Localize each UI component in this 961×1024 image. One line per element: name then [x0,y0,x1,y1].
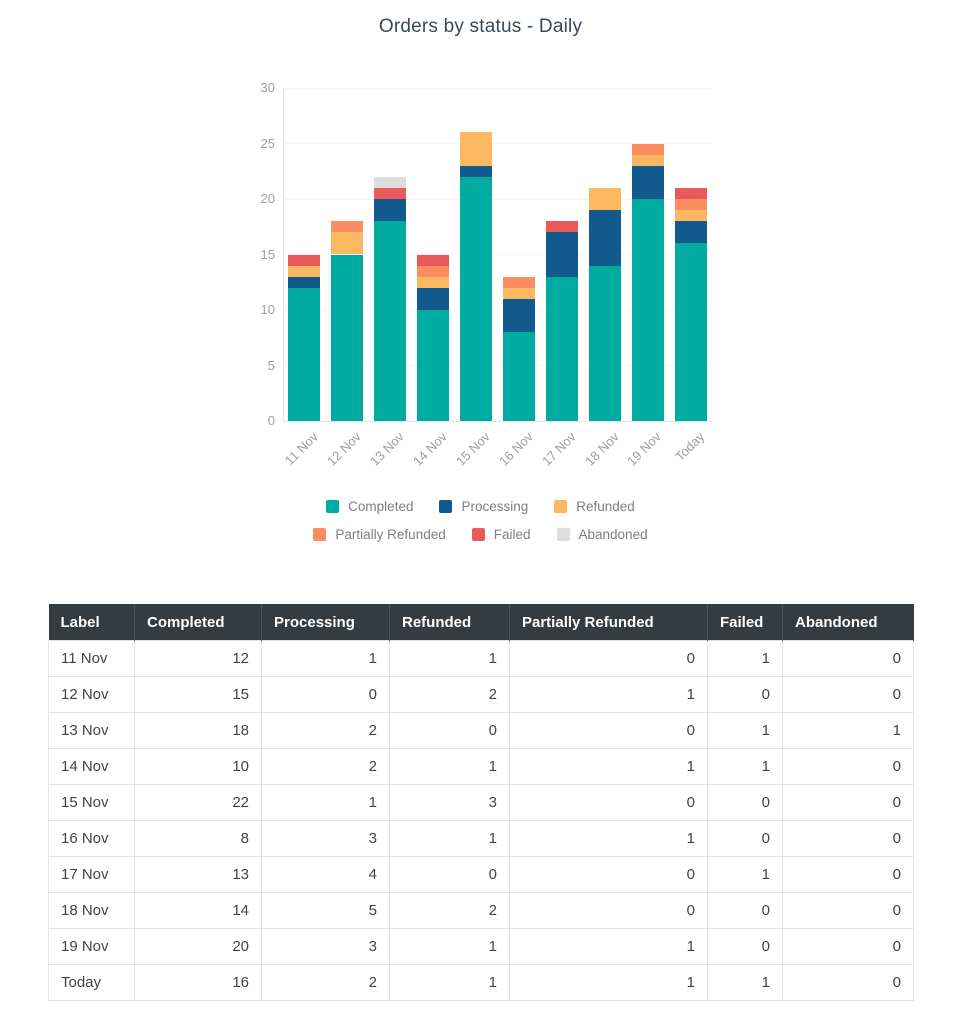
x-axis-tick-label: 14 Nov [410,429,450,469]
legend-label: Partially Refunded [335,527,446,542]
bar-segment-completed [374,221,406,421]
chart-title: Orders by status - Daily [378,16,583,37]
table-row [49,821,914,857]
table-cell: 3 [262,929,390,965]
table-cell: 5 [262,893,390,929]
bar-segment-processing [589,210,621,266]
legend-item-abandoned[interactable] [557,527,648,542]
row-label-cell: 13 Nov [49,713,135,749]
table-row [49,893,914,929]
bar-segment-refunded [417,277,449,288]
table-header-cell-failed: Failed [708,604,783,641]
legend-label: Failed [493,527,531,542]
table-cell: 1 [262,641,390,677]
table-cell: 0 [783,677,914,713]
table-cell: 12 [135,641,262,677]
table-cell: 22 [135,785,262,821]
bar-segment-completed [546,277,578,421]
table-cell: 0 [510,893,708,929]
table-cell: 16 [135,965,262,1001]
bar-segment-refunded [460,132,492,165]
table-header-cell-abandoned: Abandoned [783,604,914,641]
table-cell: 3 [262,821,390,857]
bar-segment-failed [288,255,320,266]
legend-swatch-icon [313,528,326,541]
table-cell: 1 [783,713,914,749]
table-cell: 1 [510,965,708,1001]
x-axis-tick-label: 16 Nov [495,429,536,469]
table-row [49,641,914,677]
table-cell: 18 [135,713,262,749]
bar-segment-refunded [589,188,621,210]
x-axis-tick-label: 19 Nov [624,429,665,469]
bar-segment-completed [675,243,707,421]
bar-segment-refunded [675,210,707,221]
y-axis-tick-label: 10 [260,302,275,317]
table-row [49,749,914,785]
y-axis-tick-label: 0 [267,413,275,428]
legend-swatch-icon [439,500,452,513]
table-cell: 0 [510,641,708,677]
bar-segment-partially-refunded [632,144,664,155]
table-cell: 1 [390,641,510,677]
table-cell: 0 [510,713,708,749]
y-axis-tick-label: 5 [267,357,275,373]
table-cell: 1 [708,749,783,785]
table-cell: 1 [390,965,510,1001]
table-cell: 15 [135,677,262,713]
table-cell: 3 [390,785,510,821]
table-cell: 1 [390,821,510,857]
legend-row [313,527,647,542]
bar-segment-processing [675,221,707,243]
table-row [49,857,914,893]
y-axis-tick-label: 15 [260,246,275,262]
table-cell: 0 [510,785,708,821]
y-axis-tick-label: 25 [260,135,275,151]
table-cell: 2 [262,965,390,1001]
y-axis-tick-label: 20 [260,191,275,206]
bar-segment-partially-refunded [417,266,449,277]
table-cell: 0 [390,713,510,749]
legend-item-processing[interactable] [439,499,528,514]
table-cell: 0 [708,821,783,857]
table-cell: 1 [708,641,783,677]
legend-label: Refunded [576,499,635,514]
bar-segment-partially-refunded [675,199,707,210]
table-cell: 0 [783,965,914,1001]
row-label-cell: 15 Nov [49,785,135,821]
bar-segment-processing [288,277,320,288]
bar-segment-processing [374,199,406,221]
bar-segment-processing [632,166,664,199]
row-label-cell: 11 Nov [49,641,135,677]
bar-segment-completed [503,332,535,421]
table-header [49,604,914,641]
table-cell: 1 [708,965,783,1001]
bar-segment-completed [331,255,363,422]
table-cell: 1 [390,749,510,785]
chart-legend [0,499,961,542]
table-cell: 0 [783,893,914,929]
row-label-cell: 18 Nov [49,893,135,929]
bar-segment-refunded [331,232,363,254]
table-cell: 13 [135,857,262,893]
table-header-cell-partially-refunded: Partially Refunded [510,604,708,641]
legend-swatch-icon [326,500,339,513]
table-cell: 0 [783,821,914,857]
legend-item-completed[interactable] [326,499,413,514]
x-axis-tick-label: 12 Nov [324,429,364,469]
table-row [49,713,914,749]
bar-segment-processing [503,299,535,332]
table-cell: 0 [708,929,783,965]
legend-item-partially-refunded[interactable] [313,527,445,542]
table-header-cell-completed: Completed [135,604,262,641]
row-label-cell: 17 Nov [49,857,135,893]
table-cell: 1 [390,929,510,965]
table-cell: 0 [390,857,510,893]
table-cell: 2 [390,677,510,713]
bar-segment-refunded [503,288,535,299]
table-cell: 1 [708,713,783,749]
table-cell: 0 [708,677,783,713]
table-row [49,677,914,713]
bar-segment-completed [589,266,621,421]
table-header-cell-label: Label [49,604,135,641]
table-cell: 10 [135,749,262,785]
table-cell: 0 [510,857,708,893]
bar-segment-refunded [632,155,664,166]
table-cell: 4 [262,857,390,893]
table-cell: 0 [262,677,390,713]
legend-swatch-icon [554,500,567,513]
orders-by-status-table [48,604,914,1001]
bar-segment-partially-refunded [331,221,363,232]
x-axis-tick-label: 13 Nov [367,429,407,469]
table-cell: 0 [783,749,914,785]
legend-label: Completed [348,499,414,514]
table-cell: 2 [262,713,390,749]
legend-label: Processing [461,499,529,514]
bar-segment-abandoned [374,177,406,188]
row-label-cell: Today [49,965,135,1001]
bar-segment-partially-refunded [503,277,535,288]
bar-segment-processing [460,166,492,177]
legend-swatch-icon [557,528,570,541]
bar-segment-failed [675,188,707,199]
row-label-cell: 14 Nov [49,749,135,785]
legend-label: Abandoned [578,527,648,542]
table-header-cell-refunded: Refunded [390,604,510,641]
table-cell: 1 [510,821,708,857]
x-axis-tick-label: Today [672,429,708,465]
legend-swatch-icon [472,528,485,541]
table-cell: 0 [708,893,783,929]
table-cell: 8 [135,821,262,857]
table-cell: 0 [783,641,914,677]
table-row [49,965,914,1001]
table-row [49,785,914,821]
table-cell: 1 [510,749,708,785]
table-row [49,929,914,965]
table-cell: 20 [135,929,262,965]
row-label-cell: 12 Nov [49,677,135,713]
bar-segment-completed [460,177,492,421]
x-axis-tick-label: 17 Nov [538,429,579,469]
bar-segment-completed [417,310,449,421]
bar-segment-failed [546,221,578,232]
legend-row [326,499,635,514]
bar-segment-completed [288,288,320,421]
bar-segment-completed [632,199,664,421]
bar-segment-processing [417,288,449,310]
bar-segment-failed [417,255,449,266]
table-cell: 1 [262,785,390,821]
table-cell: 0 [708,785,783,821]
table-cell: 2 [262,749,390,785]
table-cell: 0 [783,929,914,965]
y-axis-line [283,88,284,421]
table-cell: 2 [390,893,510,929]
legend-item-refunded[interactable] [554,499,635,514]
y-axis-tick-label: 30 [260,80,275,95]
table-cell: 0 [783,785,914,821]
legend-item-failed[interactable] [472,527,531,542]
table-cell: 1 [510,929,708,965]
bar-segment-refunded [288,266,320,277]
table-header-cell-processing: Processing [262,604,390,641]
row-label-cell: 16 Nov [49,821,135,857]
table-cell: 14 [135,893,262,929]
row-label-cell: 19 Nov [49,929,135,965]
bar-segment-failed [374,188,406,199]
table-cell: 1 [708,857,783,893]
x-axis-tick-label: 15 Nov [452,429,493,469]
x-axis-tick-label: 18 Nov [581,429,622,469]
y-gridline [283,88,712,89]
table-cell: 1 [510,677,708,713]
x-axis-tick-label: 11 Nov [282,429,322,469]
bar-segment-processing [546,232,578,276]
table-cell: 0 [783,857,914,893]
